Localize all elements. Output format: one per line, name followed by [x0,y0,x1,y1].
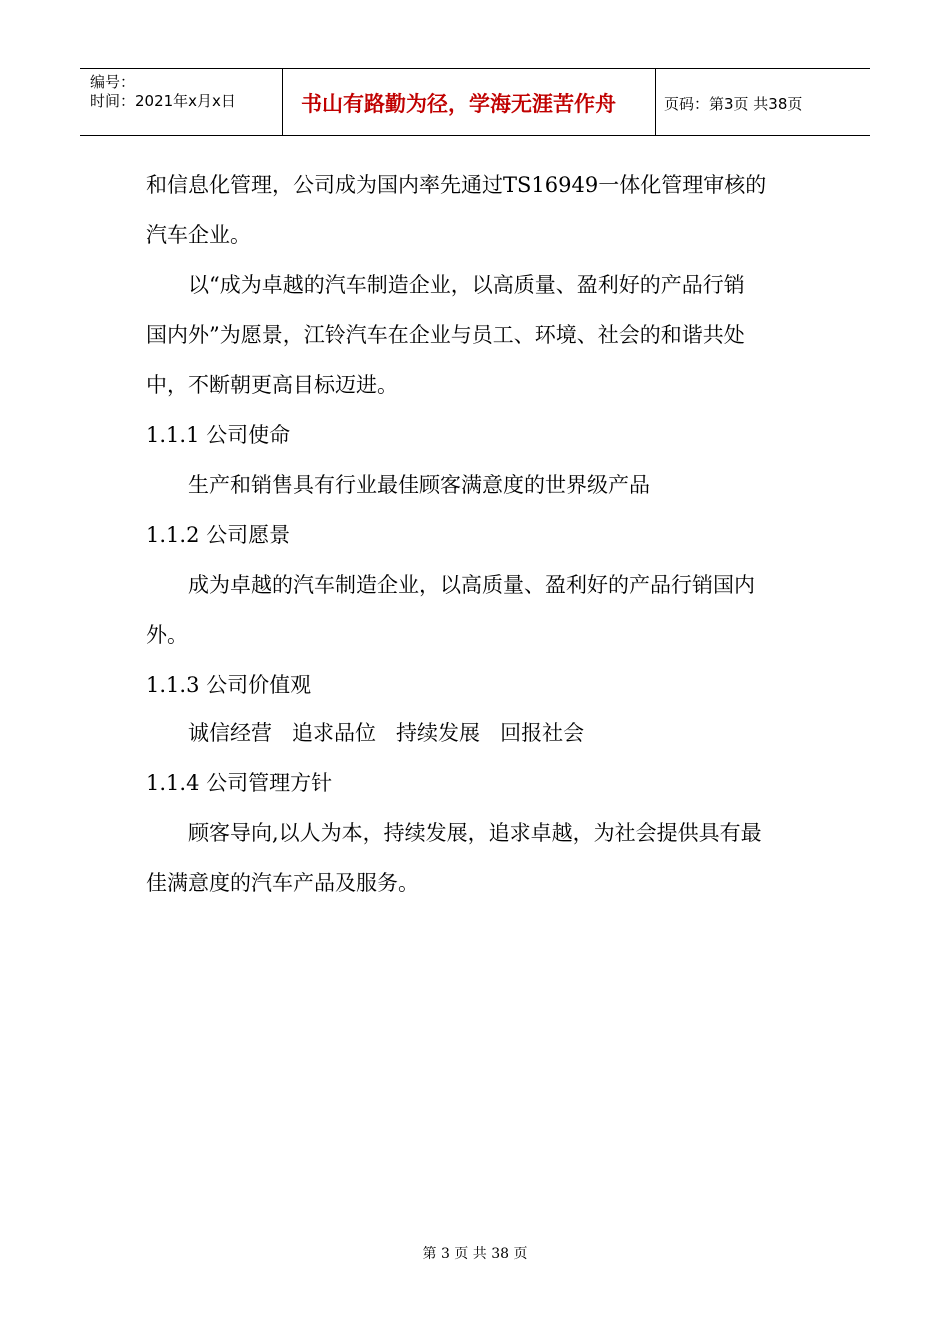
body-paragraph-line: 诚信经营 追求品位 持续发展 回报社会 [188,721,585,745]
header-page-info: 页码：第3页 共38页 [664,95,803,113]
page-footer: 第 3 页 共 38 页 [422,1246,528,1262]
body-paragraph-line: 以“成为卓越的汽车制造企业，以高质量、盈利好的产品行销 [188,273,745,297]
body-paragraph-line: 和信息化管理，公司成为国内率先通过TS16949一体化管理审核的 [146,173,767,197]
body-paragraph-line: 成为卓越的汽车制造企业，以高质量、盈利好的产品行销国内 [188,573,755,597]
document-number-label: 编号： [90,73,136,91]
body-paragraph-line: 国内外”为愿景，江铃汽车在企业与员工、环境、社会的和谐共处 [146,323,745,347]
section-heading-mission: 1.1.1 公司使命 [146,423,291,447]
page-header [80,68,870,136]
header-motto-cell [283,69,656,135]
document-time-label: 时间：2021年x月x日 [90,92,236,110]
body-paragraph-line: 顾客导向,以人为本，持续发展，追求卓越，为社会提供具有最 [188,821,762,845]
body-paragraph-line: 汽车企业。 [146,223,251,247]
section-heading-values: 1.1.3 公司价值观 [146,673,312,697]
section-heading-vision: 1.1.2 公司愿景 [146,523,291,547]
header-right-cell [656,69,870,135]
body-paragraph-line: 佳满意度的汽车产品及服务。 [146,871,419,895]
header-left-cell [80,69,283,135]
body-paragraph-line: 中，不断朝更高目标迈进。 [146,373,398,397]
body-paragraph-line: 外。 [146,623,188,647]
section-heading-policy: 1.1.4 公司管理方针 [146,771,333,795]
header-motto: 书山有路勤为径，学海无涯苦作舟 [301,92,616,116]
body-paragraph-line: 生产和销售具有行业最佳顾客满意度的世界级产品 [188,473,650,497]
